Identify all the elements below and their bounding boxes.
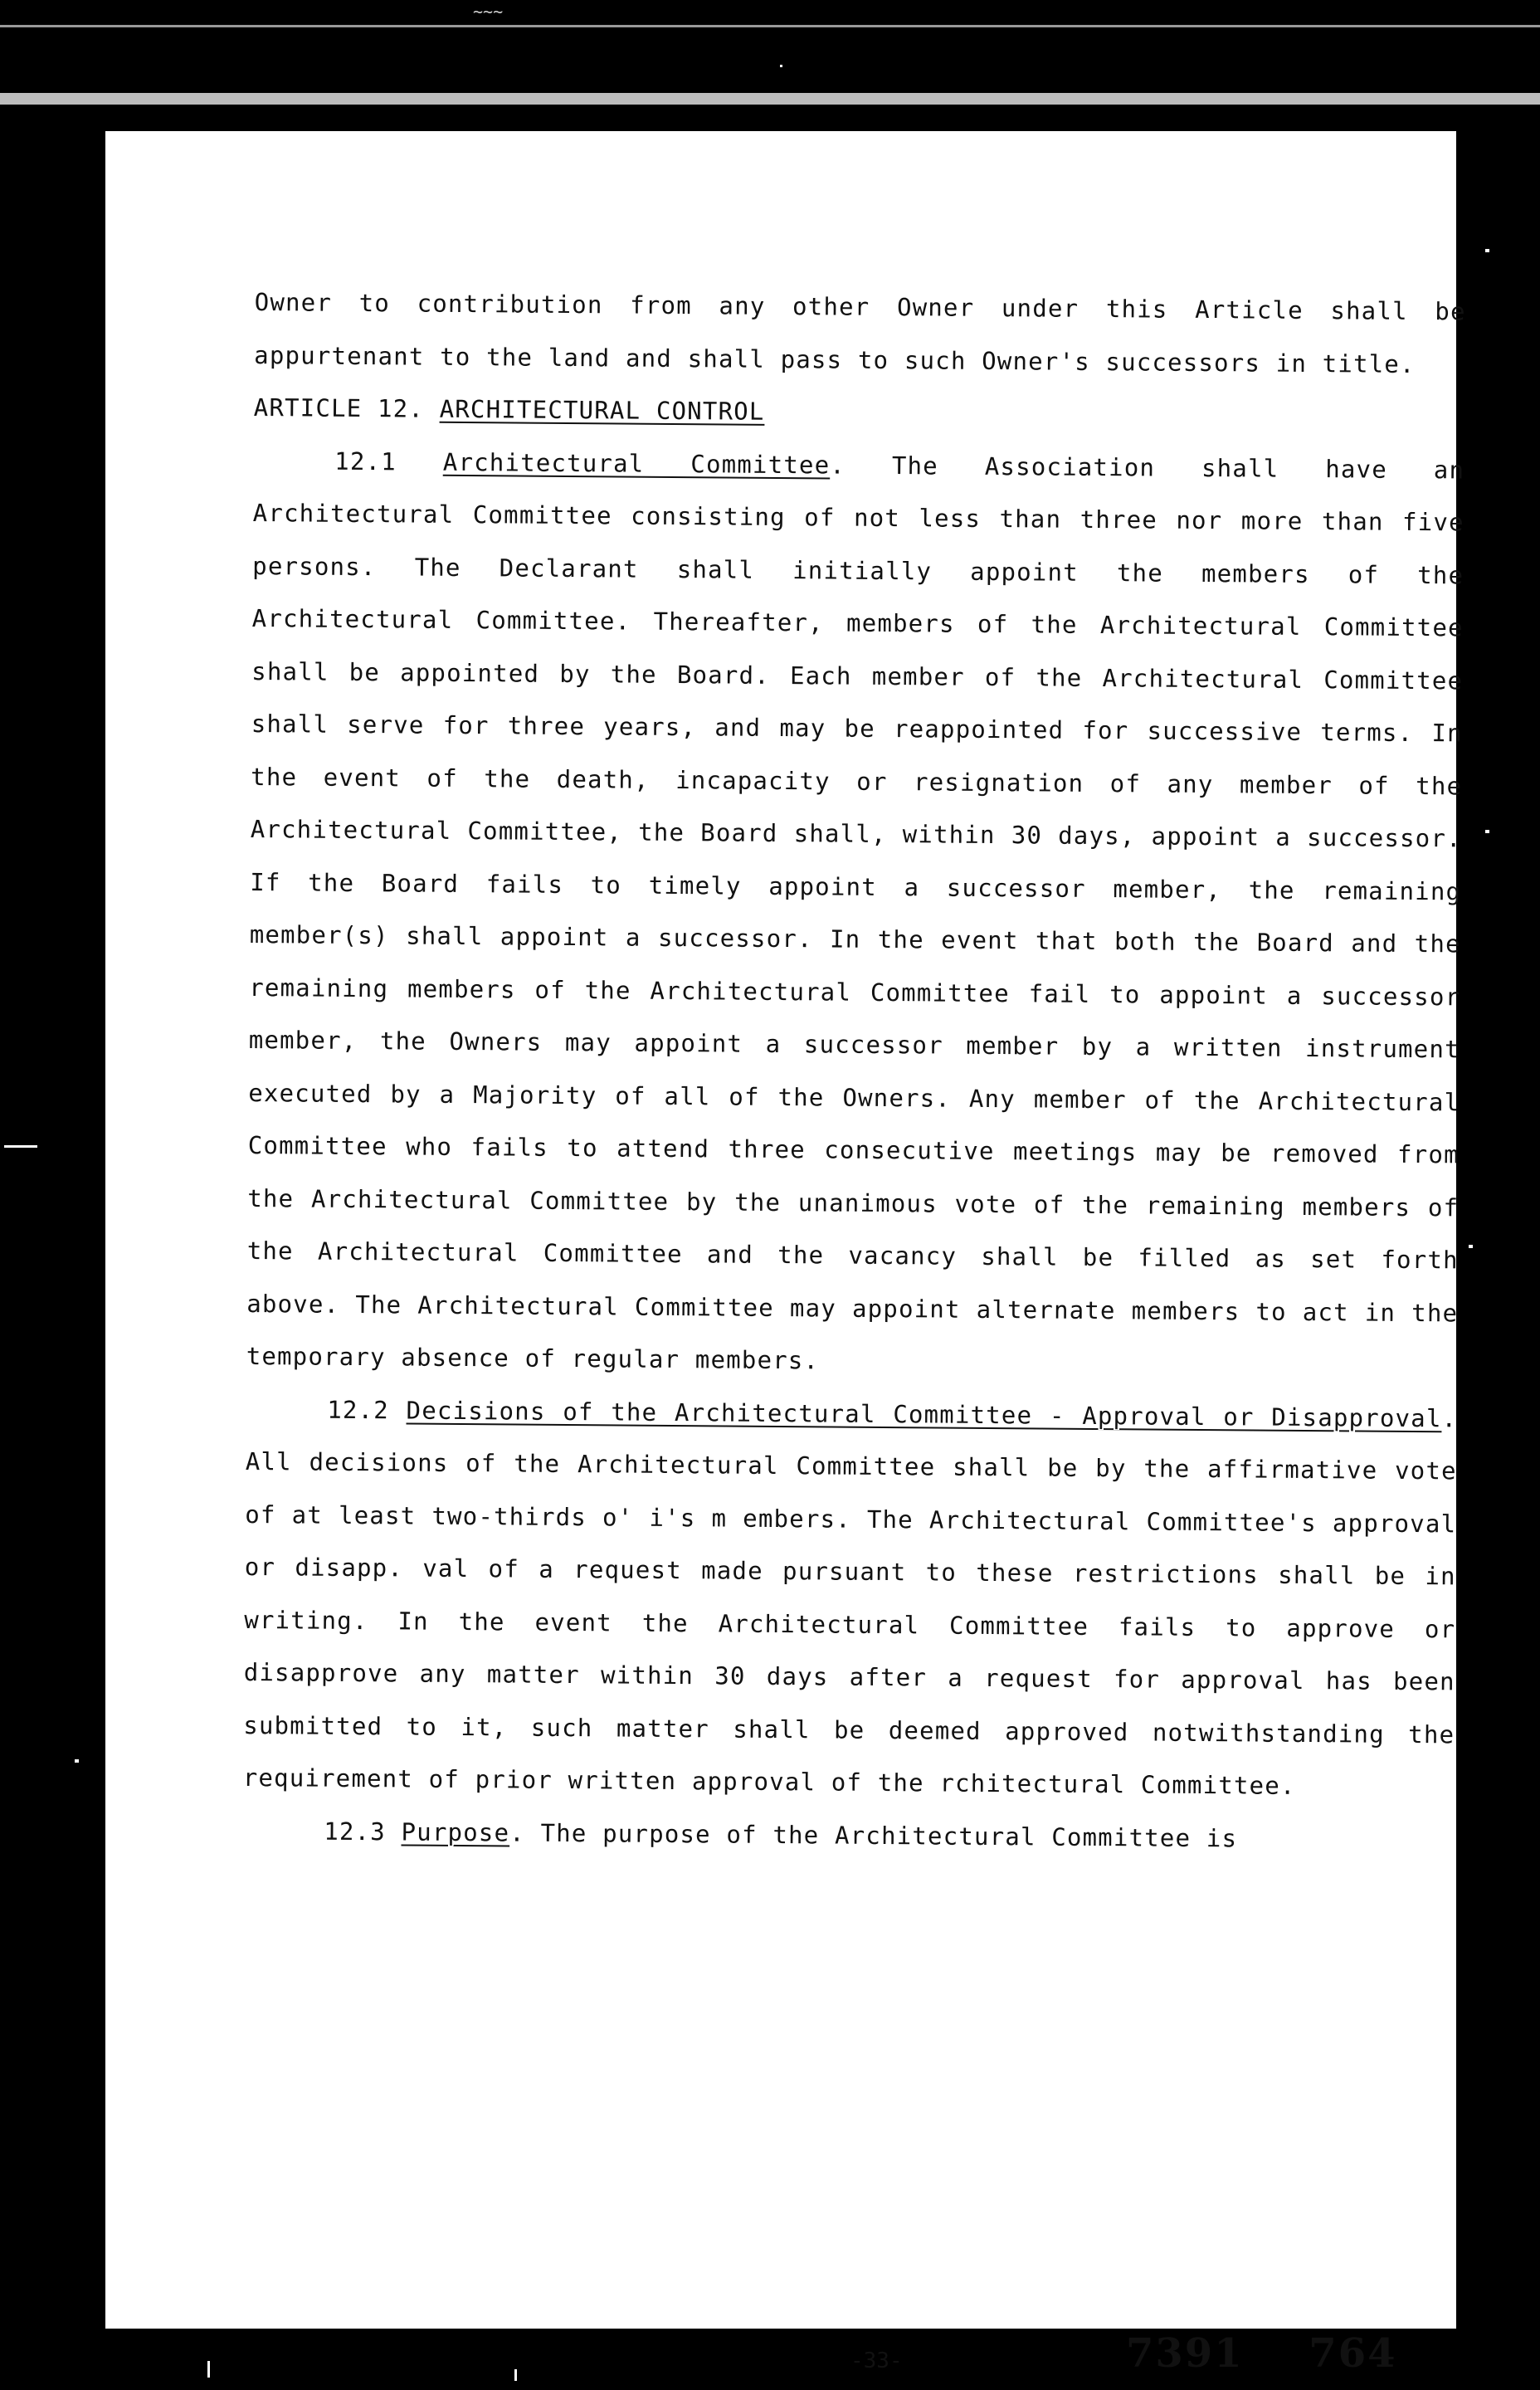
section-12-2 <box>243 1383 1458 1813</box>
scan-artifact-mark: ~~~ <box>473 2 504 22</box>
section-body: . The purpose of the Architectural Committee is <box>509 1817 1238 1852</box>
scan-speck <box>514 2369 517 2381</box>
scan-speck <box>1485 830 1489 833</box>
recording-number: 7391 764 <box>1126 2330 1397 2377</box>
section-number: 12.2 <box>327 1395 390 1424</box>
article-number: ARTICLE 12. <box>253 393 425 423</box>
document-page <box>105 131 1466 2377</box>
section-heading: Decisions of the Architectural Committee - Approval or Disapproval <box>406 1395 1442 1432</box>
section-number: 12.1 <box>334 446 397 476</box>
scan-speck <box>75 1759 79 1763</box>
section-body: . The Association shall have an Architectural Committee consisting of not less than three nor more than five persons. The Declarant shall initially appoint the members of the Architectural Committee. Thereafter, members of the Architectural Committee shall be appointed by the Board. Each member of the Architectural Committee shall serve for three years, and may be reappointed for successive terms. In the event of the death, incapacity or resignation of any member of the Architectural Committee, the Board shall, within 30 days, appoint a successor. If the Board fails to timely appoint a successor member, the remaining member(s) shall appoint a successor. In the event that both the Board and the remaining members of the Architectural Committee fail to appoint a successor member, the Owners may appoint a successor member by a written instrument executed by a Majority of all of the Owners. Any member of the Architectural Committee who fails to attend three consecutive meetings may be removed from the Architectural Committee by the unanimous vote of the remaining members of the Architectural Committee and the vacancy shall be filled as set forth above. The Architectural Committee may appoint alternate members to act in the temporary absence of regular members. <box>246 450 1465 1375</box>
scan-speck <box>1469 1245 1473 1248</box>
scan-gray-band <box>0 93 1540 105</box>
section-12-3 <box>242 1804 1454 1866</box>
intro-paragraph: Owner to contribution from any other Owner under this Article shall be appurtenant to the land and shall pass to such Owner's successors in title. <box>254 287 1466 378</box>
article-heading <box>254 382 1465 444</box>
document-body <box>242 276 1466 1866</box>
section-heading: Purpose <box>401 1817 510 1846</box>
page-number: -33- <box>850 2349 903 2373</box>
scan-top-border <box>0 0 1540 98</box>
section-body: . All decisions of the Architectural Committee shall be by the affirmative vote of at least two-thirds o' i's m embers. The Architectural Committee's approval or disapp. val of a request made pursuant to these restrictions shall be in writing. In the event the Architectural Committee fails to approve or disapprove any matter within 30 days after a request for approval has been submitted to it, such matter shall be deemed approved notwithstanding the requirement of prior written approval of the rchitectural Committee. <box>242 1403 1458 1800</box>
scan-speck <box>4 1145 37 1148</box>
scan-speck <box>780 65 782 67</box>
section-12-1 <box>246 434 1465 1392</box>
scan-speck <box>1485 249 1489 252</box>
section-heading: Architectural Committee <box>442 447 831 479</box>
article-title: ARCHITECTURAL CONTROL <box>439 394 765 426</box>
scan-top-line <box>0 25 1540 27</box>
section-number: 12.3 <box>324 1817 387 1846</box>
scan-speck <box>207 2361 210 2378</box>
